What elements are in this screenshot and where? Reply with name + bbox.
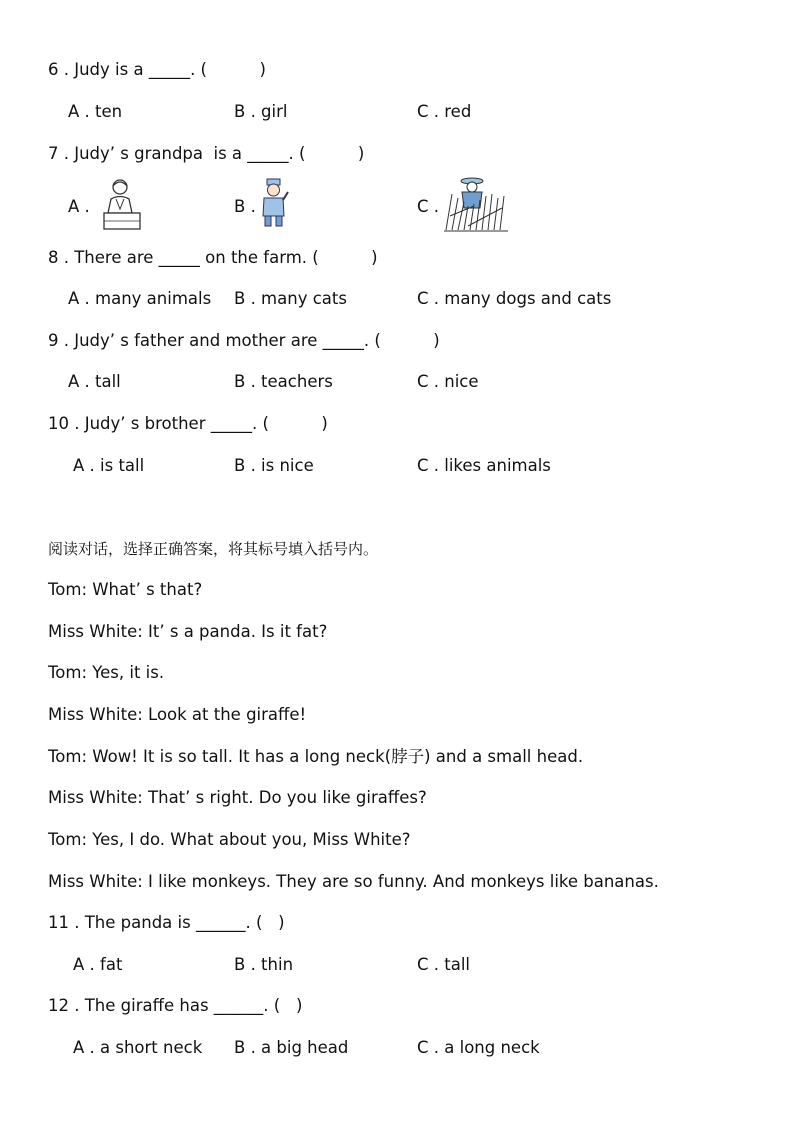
option-a: A . many animals <box>68 289 212 308</box>
dialogue-line: Tom: Yes, I do. What about you, Miss White? <box>48 830 411 849</box>
dialogue-line: Miss White: That’ s right. Do you like giraffes? <box>48 788 427 807</box>
section-instruction: 阅读对话，选择正确答案，将其标号填入括号内。 <box>48 540 379 558</box>
option-a: A . tall <box>68 372 121 391</box>
farmer-picture <box>444 176 508 232</box>
option-a: A . is tall <box>73 456 145 475</box>
question-8: 8 . There are _____ on the farm. ( ) <box>48 248 378 267</box>
option-c: C . nice <box>417 372 479 391</box>
question-10: 10 . Judy’ s brother _____. ( ) <box>48 414 328 433</box>
option-c: C . tall <box>417 955 471 974</box>
option-c: C . a long neck <box>417 1038 540 1057</box>
option-b: B . girl <box>234 102 288 121</box>
question-6: 6 . Judy is a _____. ( ) <box>48 60 266 79</box>
option-a: A . <box>68 197 90 216</box>
option-c: C . likes animals <box>417 456 551 475</box>
question-9: 9 . Judy’ s father and mother are _____. ( ) <box>48 331 440 350</box>
dialogue-line: Miss White: I like monkeys. They are so funny. And monkeys like bananas. <box>48 872 659 891</box>
option-a: A . fat <box>73 955 123 974</box>
question-12: 12 . The giraffe has ______. ( ) <box>48 996 303 1015</box>
dialogue-line: Tom: Yes, it is. <box>48 663 165 682</box>
question-11: 11 . The panda is ______. ( ) <box>48 913 285 932</box>
dialogue-line: Tom: What’ s that? <box>48 580 203 599</box>
option-a: A . a short neck <box>73 1038 203 1057</box>
option-c: C . <box>417 197 440 216</box>
option-b: B . teachers <box>234 372 333 391</box>
option-b: B . is nice <box>234 456 314 475</box>
option-b: B . a big head <box>234 1038 349 1057</box>
option-a: A . ten <box>68 102 123 121</box>
teacher-picture <box>98 177 146 231</box>
dialogue-line: Miss White: It’ s a panda. Is it fat? <box>48 622 328 641</box>
dialogue-line: Tom: Wow! It is so tall. It has a long neck(脖子) and a small head. <box>48 747 584 766</box>
doctor-picture <box>258 178 290 228</box>
option-b: B . thin <box>234 955 294 974</box>
option-b: B . many cats <box>234 289 347 308</box>
dialogue-line: Miss White: Look at the giraffe! <box>48 705 307 724</box>
option-b: B . <box>234 197 256 216</box>
option-c: C . red <box>417 102 472 121</box>
option-c: C . many dogs and cats <box>417 289 612 308</box>
question-7: 7 . Judy’ s grandpa is a _____. ( ) <box>48 144 365 163</box>
